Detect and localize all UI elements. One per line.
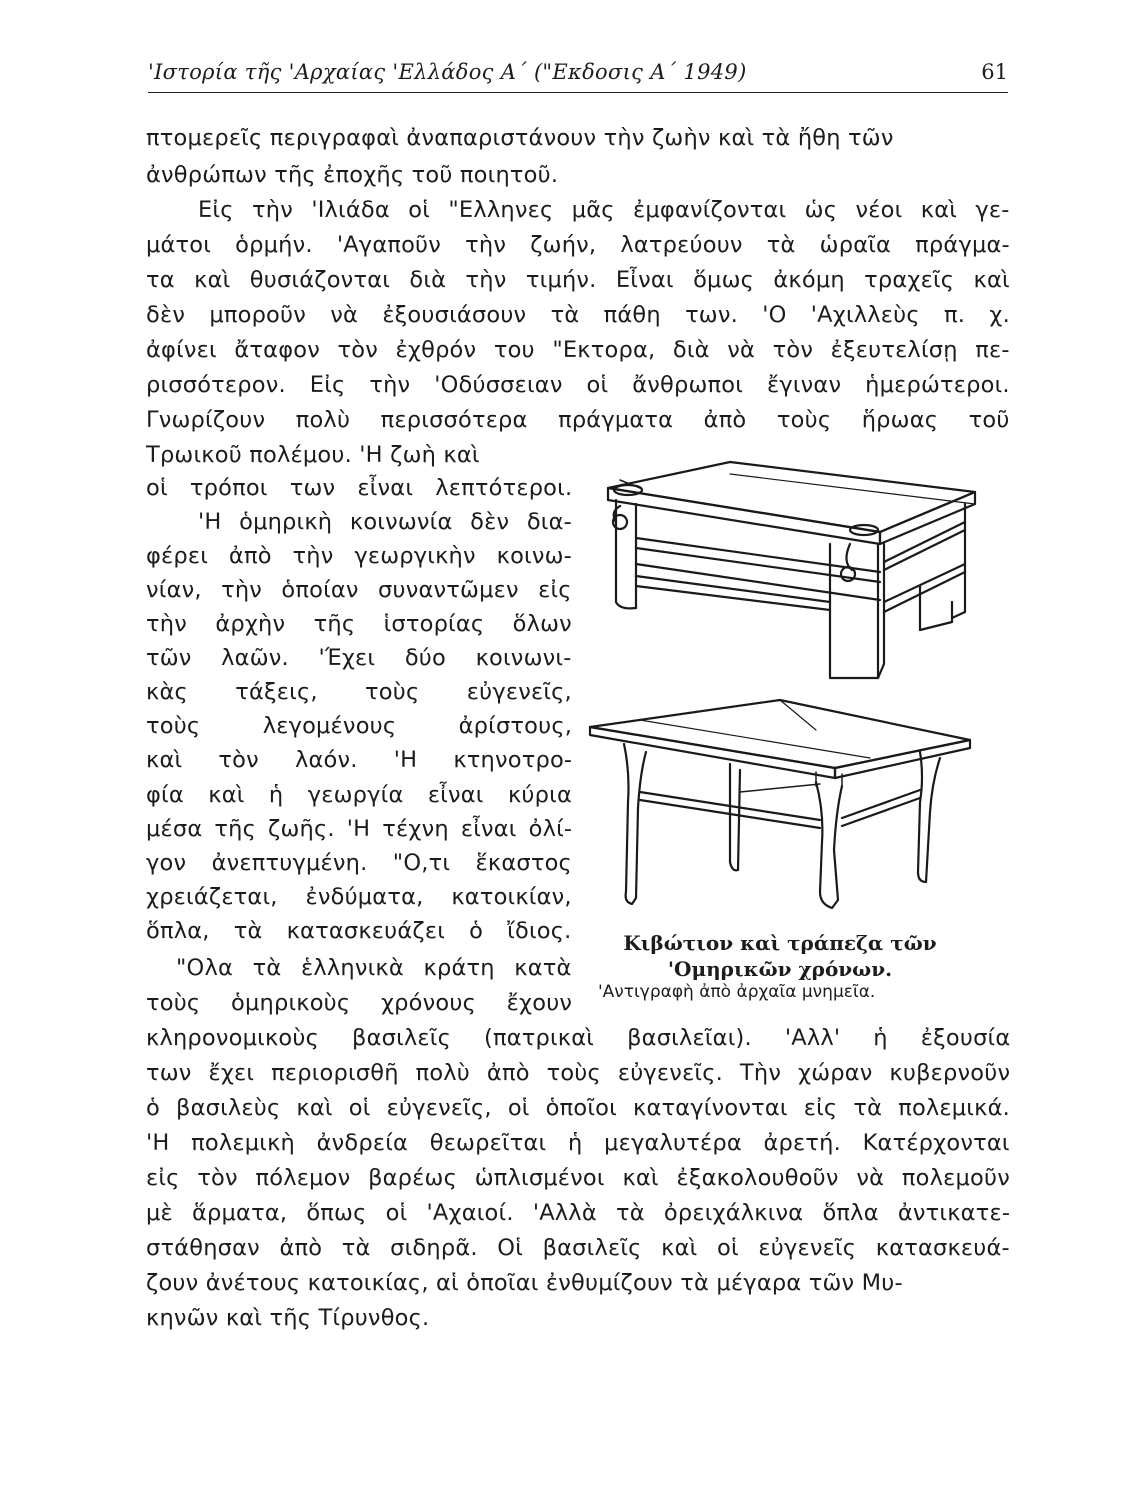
text-line: τὴν ἀρχὴν τῆς ἱστορίας ὅλων [146,611,572,637]
text-line: ἀφίνει ἄταφον τὸν ἐχθρόν του "Εκτορα, διὰ νὰ τὸν ἐξευτελίσῃ πε- [146,337,1010,363]
text-line: 'Η ὁμηρικὴ κοινωνία δὲν δια- [198,509,572,535]
page-number: 61 [981,60,1008,84]
furniture-illustration [580,452,980,922]
text-line: φέρει ἀπὸ τὴν γεωργικὴν κοινω- [146,543,572,569]
text-line: των ἔχει περιορισθῆ πολὺ ἀπὸ τοὺς εὐγενεῖς. Τὴν χώραν κυβερνοῦν [146,1060,1011,1086]
text-line: Γνωρίζουν πολὺ περισσότερα πράγματα ἀπὸ τοὺς ἥρωας τοῦ [146,407,1010,433]
text-line: χρειάζεται, ἐνδύματα, κατοικίαν, [146,884,572,910]
table-drawing [590,700,970,908]
text-line: ρισσότερον. Εἰς τὴν 'Οδύσσειαν οἱ ἄνθρωποι ἔγιναν ἡμερώτεροι. [146,372,1010,398]
text-line: ὁ βασιλεὺς καὶ οἱ εὐγενεῖς, οἱ ὁποῖοι καταγίνονται εἰς τὰ πολεμικά. [146,1095,1010,1121]
chest-drawing [608,462,975,678]
text-line: δὲν μποροῦν νὰ ἐξουσιάσουν τὰ πάθη των. 'Ο 'Αχιλλεὺς π. χ. [146,302,1010,328]
text-line: Τρωικοῦ πολέμου. 'Η ζωὴ καὶ [146,442,480,468]
text-line: νίαν, τὴν ὁποίαν συναντῶμεν εἰς [146,577,572,603]
text-line: ζουν ἀνέτους κατοικίας, αἱ ὁποῖαι ἐνθυμίζουν τὰ μέγαρα τῶν Μυ- [146,1270,903,1296]
figure-source: 'Αντιγραφὴ ἀπὸ ἀρχαῖα μνημεῖα. [598,982,876,1002]
caption-line-1: Κιβώτιον καὶ τράπεζα τῶν [623,931,937,955]
text-line: 'Η πολεμικὴ ἀνδρεία θεωρεῖται ἡ μεγαλυτέρα ἀρετή. Κατέρχονται [146,1130,1010,1156]
text-line: τοὺς λεγομένους ἀρίστους, [146,713,573,739]
text-line: οἱ τρόποι των εἶναι λεπτότεροι. [146,475,573,501]
text-line: φία καὶ ἡ γεωργία εἶναι κύρια [146,782,572,808]
text-line: μάτοι ὁρμήν. 'Αγαποῦν τὴν ζωήν, λατρεύουν τὰ ὡραῖα πράγμα- [146,232,1010,258]
text-line: καὶ τὸν λαόν. 'Η κτηνοτρο- [146,747,573,773]
text-line: εἰς τὸν πόλεμον βαρέως ὡπλισμένοι καὶ ἐξακολουθοῦν νὰ πολεμοῦν [146,1165,1010,1191]
text-line: γον ἀνεπτυγμένη. "Ο,τι ἕκαστος [146,850,572,876]
text-line: στάθησαν ἀπὸ τὰ σιδηρᾶ. Οἱ βασιλεῖς καὶ οἱ εὐγενεῖς κατασκευά- [146,1235,1010,1261]
book-title: 'Ιστορία τῆς 'Αρχαίας 'Ελλάδος Α΄ ("Εκδοσις Α΄ 1949) [148,60,747,84]
caption-line-2: 'Ομηρικῶν χρόνων. [667,957,893,981]
text-line: τα καὶ θυσιάζονται διὰ τὴν τιμήν. Εἶναι ὅμως ἀκόμη τραχεῖς καὶ [146,267,1010,293]
text-line: μέσα τῆς ζωῆς. 'Η τέχνη εἶναι ὀλί- [146,816,573,842]
figure-caption [580,930,980,982]
text-line: Εἰς τὴν 'Ιλιάδα οἱ "Ελληνες μᾶς ἐμφανίζονται ὡς νέοι καὶ γε- [198,197,1010,223]
text-line: πτομερεῖς περιγραφαὶ ἀναπαριστάνουν τὴν ζωὴν καὶ τὰ ἤθη τῶν [146,125,894,151]
text-line: ὅπλα, τὰ κατασκευάζει ὁ ἴδιος. [146,918,572,944]
text-line: τῶν λαῶν. 'Έχει δύο κοινωνι- [146,645,572,671]
text-line: κληρονομικοὺς βασιλεῖς (πατρικαὶ βασιλεῖαι). 'Αλλ' ἡ ἐξουσία [146,1025,1011,1051]
text-line: "Ολα τὰ ἑλληνικὰ κράτη κατὰ [176,955,572,981]
text-line: τοὺς ὁμηρικοὺς χρόνους ἔχουν [146,990,573,1016]
text-line: κὰς τάξεις, τοὺς εὐγενεῖς, [146,679,572,705]
text-line: κηνῶν καὶ τῆς Τίρυνθος. [146,1305,430,1331]
running-header [148,60,1008,93]
text-line: ἀνθρώπων τῆς ἐποχῆς τοῦ ποιητοῦ. [146,162,559,188]
chest-and-table-drawing [580,452,980,922]
text-line: μὲ ἅρματα, ὅπως οἱ 'Αχαιοί. 'Αλλὰ τὰ ὀρειχάλκινα ὅπλα ἀντικατε- [146,1200,1011,1226]
